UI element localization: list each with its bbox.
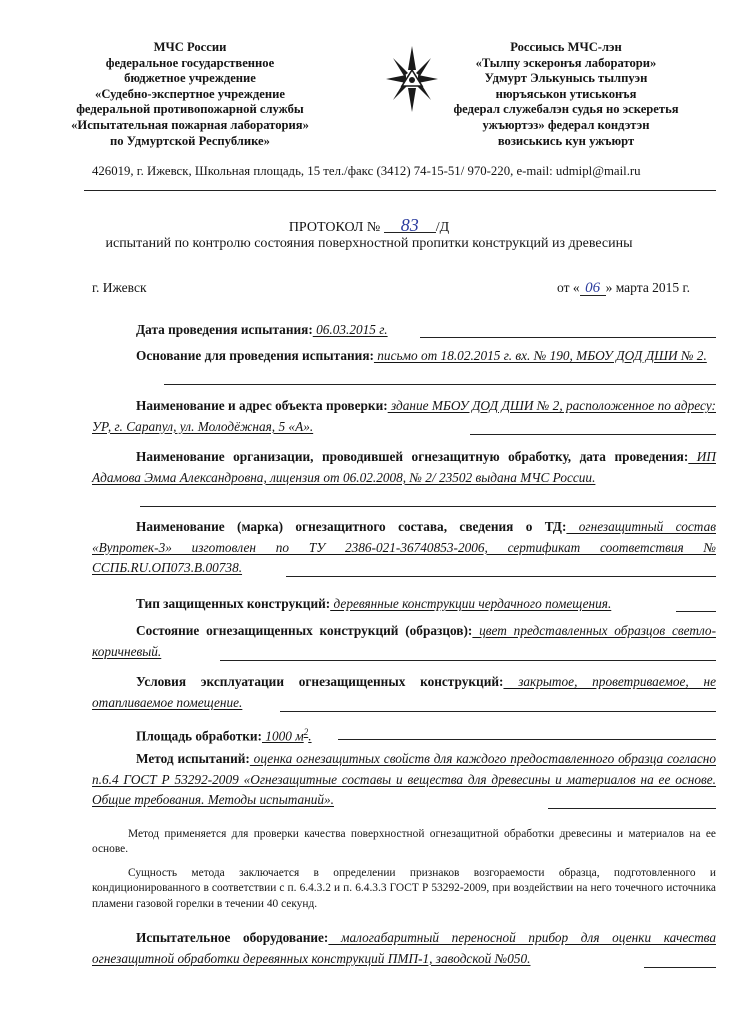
header-right-line: нюръяськон утиськонъя — [495, 86, 637, 101]
field-label: Тип защищенных конструкций: — [136, 596, 331, 611]
header-address: 426019, г. Ижевск, Школьная площадь, 15 тел./факс (3412) 74-15-51/ 970-220, e-mail: udmipl@mail.ru — [92, 164, 641, 178]
header-left-line: МЧС России — [153, 40, 227, 54]
field-underline — [286, 576, 716, 577]
field-organization — [92, 447, 716, 488]
field-underline — [280, 711, 716, 712]
field-value: письмо от 18.02.2015 г. вх. № 190, МБОУ ДОД ДШИ № 2. — [373, 348, 707, 363]
header-right-line: ужъюртэз» федерал кондэтэн — [482, 117, 650, 132]
field-composition — [92, 517, 716, 579]
field-underline — [676, 611, 716, 612]
field-underline — [420, 337, 716, 338]
header-left-line: федеральной противопожарной службы — [76, 102, 304, 117]
field-label: Дата проведения испытания: — [136, 322, 313, 337]
field-object — [92, 396, 716, 437]
field-condition — [92, 621, 716, 662]
mchs-emblem-icon — [386, 46, 438, 112]
header-left-line: «Испытательная пожарная лаборатория» — [71, 117, 309, 132]
field-value: здание МБОУ ДОД ДШИ № 2, расположенное по адресу: УР, г. Сарапул, ул. Молодёжная, 5 «А». — [92, 398, 716, 434]
header-right-line: Удмурт Элькунысь тылпуэн — [484, 71, 648, 86]
protocol-number: 83 — [384, 218, 436, 233]
field-underline — [140, 506, 716, 507]
protocol-day: 06 — [580, 282, 606, 296]
field-value: малогабаритный переносной прибор для оценки качества огнезащитной обработки деревянных конструкций ПМП-1, заводской №050. — [92, 930, 716, 966]
field-equipment — [92, 928, 716, 969]
header-right-line: федерал служебалэн судья но эскеретья — [453, 102, 679, 117]
protocol-city: г. Ижевск — [92, 280, 147, 295]
field-value: 06.03.2015 г. — [312, 322, 388, 337]
header-left-line: бюджетное учреждение — [124, 71, 256, 86]
field-label: Наименование (марка) огнезащитного состава, сведения о ТД: — [136, 519, 567, 534]
field-underline — [644, 967, 716, 968]
header-right-line: возиськись кун ужъюрт — [497, 133, 635, 148]
protocol-title — [0, 215, 738, 236]
field-underline — [164, 384, 716, 385]
field-label: Метод испытаний: — [136, 751, 250, 766]
field-value: ИП Адамова Эмма Александровна, лицензия от 06.02.2008, № 2/ 23502 выдана МЧС России. — [92, 449, 716, 485]
field-label: Наименование и адрес объекта проверки: — [136, 398, 388, 413]
header-right — [438, 40, 694, 149]
protocol-title-prefix: ПРОТОКОЛ № — [288, 220, 381, 235]
field-underline — [220, 660, 716, 661]
protocol-title-suffix: /Д — [435, 220, 450, 235]
field-basis — [92, 346, 716, 367]
field-value-end: . — [308, 728, 312, 744]
field-underline — [548, 808, 716, 809]
field-operation — [92, 672, 716, 713]
field-label: Условия эксплуатации огнезащищенных конструкций: — [136, 674, 504, 689]
header-left-line: федеральное государственное — [105, 55, 275, 70]
field-label: Состояние огнезащищенных конструкций (образцов): — [136, 623, 473, 638]
field-underline — [338, 739, 716, 740]
protocol-date-prefix: от « — [557, 280, 580, 295]
field-underline — [470, 434, 716, 435]
header-right-line: «Тылпу эскеронъя лаборатори» — [475, 55, 657, 70]
field-value: закрытое, проветриваемое, не отапливаемое помещение. — [92, 674, 717, 710]
field-area — [136, 722, 716, 747]
field-label: Испытательное оборудование: — [136, 930, 329, 945]
field-value: огнезащитный состав «Вупротек-3» изготовлен по ТУ 2386-021-36740853-2006, сертификат соответствия № ССПБ.RU.ОП073.В.00738. — [92, 519, 716, 575]
protocol-subtitle: испытаний по контролю состояния поверхностной пропитки конструкций из древесины — [105, 236, 633, 251]
protocol-date-suffix: » марта 2015 г. — [605, 280, 690, 295]
field-method — [92, 749, 716, 811]
field-value: деревянные конструкции чердачного помещения. — [330, 596, 612, 611]
method-note-2: Сущность метода заключается в определении признаков возгораемости образца, подготовленного и кондиционированного в соответствии с п. 6.4.3.2 и п. 6.4.3.3 ГОСТ Р 53292-2009, при воздействии на него точечного источника пламени газовой горелки в течении 40 секунд. — [92, 867, 716, 910]
field-unit-superscript: 2 — [303, 727, 309, 737]
field-label: Площадь обработки: — [136, 728, 262, 744]
header-left-line: «Судебно-экспертное учреждение — [95, 86, 285, 101]
method-note-1: Метод применяется для проверки качества поверхностной огнезащитной обработки древесины и материалов на ее основе. — [92, 828, 716, 856]
field-label: Основание для проведения испытания: — [136, 348, 374, 363]
field-value: оценка огнезащитных свойств для каждого предоставленного образца согласно п.6.4 ГОСТ Р 53292-2009 «Огнезащитные составы и вещества для древесины и материалов на ее основе. Общие требования. Методы испытаний». — [92, 751, 716, 807]
field-structure-type — [136, 594, 716, 615]
header-left-line: по Удмуртской Республике» — [110, 133, 270, 148]
header-left — [60, 40, 320, 149]
protocol-date — [557, 280, 690, 296]
field-value: цвет представленных образцов светло-коричневый. — [92, 623, 716, 659]
header-right-line: Россиысь МЧС-лэн — [510, 40, 622, 54]
field-value: 1000 м — [261, 728, 304, 744]
header-divider — [84, 190, 716, 191]
field-label: Наименование организации, проводившей огнезащитную обработку, дата проведения: — [136, 449, 689, 464]
